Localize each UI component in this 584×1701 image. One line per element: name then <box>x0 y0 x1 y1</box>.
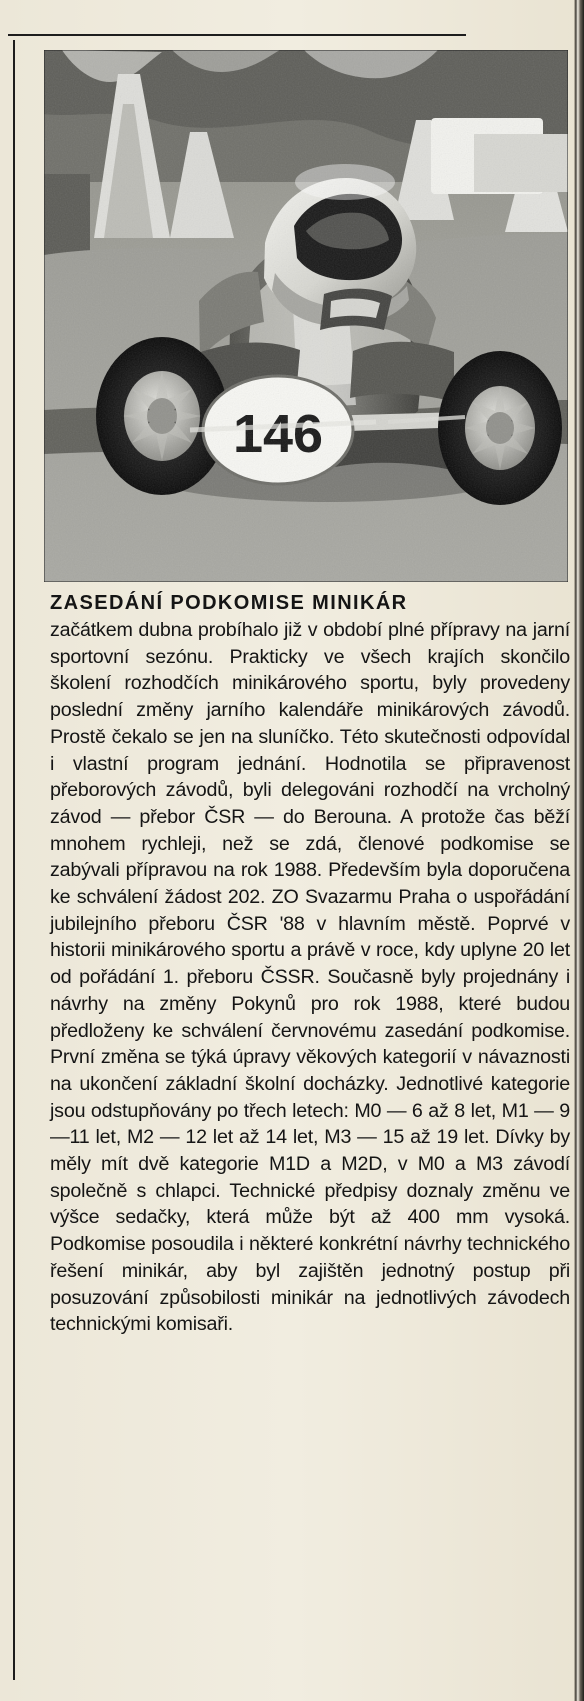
top-rule <box>8 34 466 36</box>
article-body: začátkem dubna probíhalo již v období plné přípravy na jarní sportovní sezónu. Prakticky ve všech krajích skončilo školení rozhodčích minikárového sportu, byly provedeny poslední změny jarního kalendáře minikárových závodů. Prostě čekalo se jen na sluníčko. Této skutečnosti odpovídal i vlastní program jednání. Hodnotila se připravenost přeborových závodů, byli delegováni rozhodčí na vrcholný závod — přebor ČSR — do Berouna. A protože čas běží mnohem rychleji, než se zdá, členové podkomise se zabývali přípravou na rok 1988. Především byla doporučena ke schválení žádost 202. ZO Svazarmu Praha o uspořádání jubilejního přeboru ČSR '88 v hlavním městě. Poprvé v historii minikárového sportu a právě v roce, kdy uplyne 20 let od pořádání 1. přeboru ČSSR. Současně byly projednány i návrhy na změny Pokynů pro rok 1988, které budou předloženy ke schválení červnovému zasedání podkomise. První změna se týká úpravy věkových kategorií v návaznosti na ukončení základní školní docházky. Jednotlivé kategorie jsou odstupňovány po třech letech: M0 — 6 až 8 let, M1 — 9—11 let, M2 — 12 let až 14 let, M3 — 15 až 19 let. Dívky by měly mít dvě kategorie M1D a M2D, v M0 a M3 závodí společně s chlapci. Technické předpisy doznaly změnu ve výšce sedačky, která může být až 400 mm vysoká. Podkomise posoudila i některé konkrétní návrhy technického řešení minikár, aby byl zajištěn jednotný postup při posuzování způsobilosti minikár na jednotlivých závodech technickými komisaři. <box>50 619 570 1336</box>
minikart-photo <box>44 50 568 582</box>
article-headline: ZASEDÁNÍ PODKOMISE MINIKÁR <box>50 592 408 614</box>
article <box>50 589 570 1669</box>
page-edge <box>574 0 584 1701</box>
race-photo <box>44 50 568 582</box>
left-rule <box>13 40 15 1680</box>
